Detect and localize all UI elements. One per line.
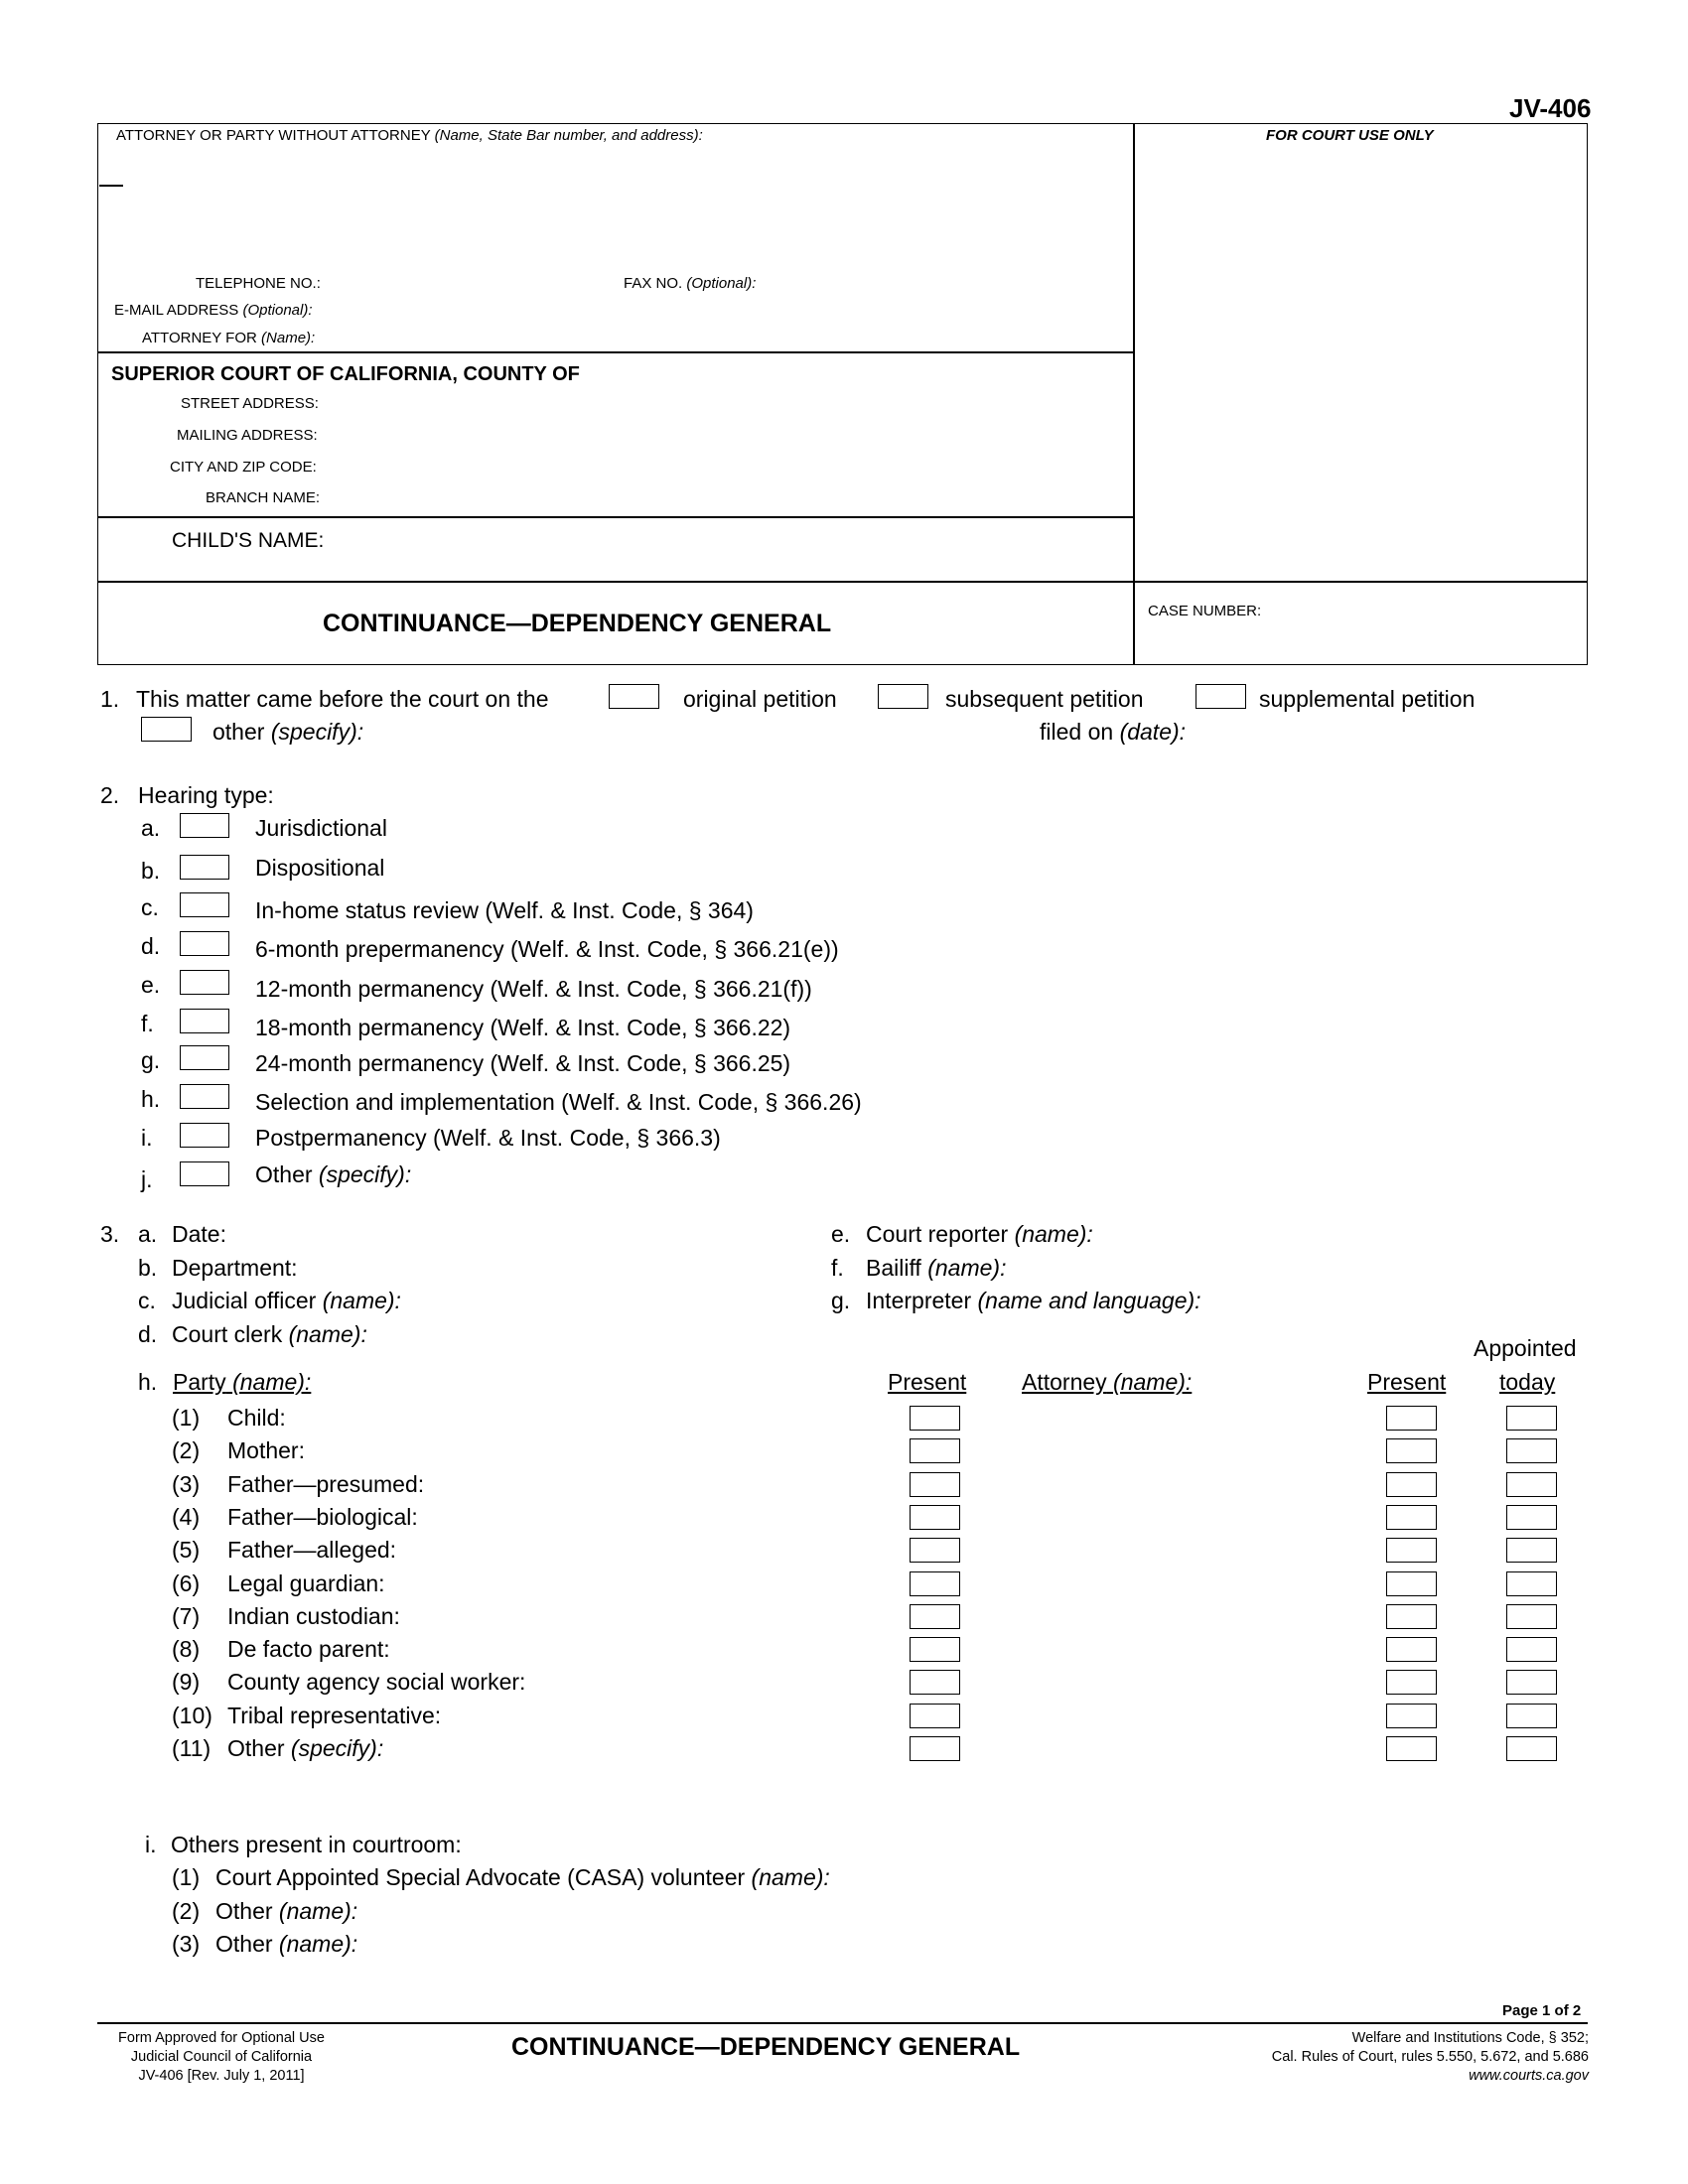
interpreter-label: Interpreter (name and language): xyxy=(866,1288,1201,1313)
branch-name-label: BRANCH NAME: xyxy=(206,489,321,506)
footer-left-line3: JV-406 [Rev. July 1, 2011] xyxy=(138,2068,305,2084)
attorney-for-label: ATTORNEY FOR (Name): xyxy=(142,330,316,346)
party-present-checkbox[interactable] xyxy=(910,1538,960,1563)
appointed-header-bottom: today xyxy=(1499,1369,1556,1395)
filed-on-label: filed on (date): xyxy=(1040,719,1187,745)
appointed-today-checkbox[interactable] xyxy=(1506,1472,1557,1497)
others-title: Others present in courtroom: xyxy=(171,1832,462,1857)
street-address-label: STREET ADDRESS: xyxy=(181,395,319,412)
original-petition-checkbox[interactable] xyxy=(609,684,659,709)
caption-box xyxy=(97,123,1588,665)
party-present-checkbox[interactable] xyxy=(910,1438,960,1463)
case-number-label: CASE NUMBER: xyxy=(1148,603,1262,619)
interpreter-letter: g. xyxy=(831,1288,851,1313)
date-field-label: Date: xyxy=(172,1221,226,1247)
appointed-today-checkbox[interactable] xyxy=(1506,1505,1557,1530)
child-name-label: CHILD'S NAME: xyxy=(172,529,325,552)
hearing-option-letter: j. xyxy=(141,1166,153,1192)
hearing-option-label: 6-month prepermanency (Welf. & Inst. Code, § 366.21(e)) xyxy=(255,936,839,962)
appointed-header-top: Appointed xyxy=(1474,1335,1577,1361)
attorney-present-checkbox[interactable] xyxy=(1386,1505,1437,1530)
attorney-present-checkbox[interactable] xyxy=(1386,1472,1437,1497)
other-petition-checkbox[interactable] xyxy=(141,717,192,742)
party-present-checkbox[interactable] xyxy=(910,1704,960,1728)
party-present-checkbox[interactable] xyxy=(910,1670,960,1695)
appointed-today-checkbox[interactable] xyxy=(1506,1438,1557,1463)
appointed-today-checkbox[interactable] xyxy=(1506,1406,1557,1431)
hearing-option-checkbox[interactable] xyxy=(180,892,229,917)
party-header: Party (name): xyxy=(173,1369,312,1395)
appointed-today-checkbox[interactable] xyxy=(1506,1604,1557,1629)
party-number: (11) xyxy=(172,1735,211,1761)
department-field-label: Department: xyxy=(172,1255,298,1281)
party-letter: h. xyxy=(138,1369,158,1395)
hearing-option-checkbox[interactable] xyxy=(180,855,229,880)
footer-right-line3: www.courts.ca.gov xyxy=(1469,2068,1589,2084)
footer-left-line2: Judicial Council of California xyxy=(130,2049,313,2065)
attorney-present-checkbox[interactable] xyxy=(1386,1571,1437,1596)
judicial-officer-letter: c. xyxy=(138,1288,156,1313)
appointed-today-checkbox[interactable] xyxy=(1506,1637,1557,1662)
court-title: SUPERIOR COURT OF CALIFORNIA, COUNTY OF xyxy=(111,363,580,385)
attorney-present-checkbox[interactable] xyxy=(1386,1406,1437,1431)
attorney-present-checkbox[interactable] xyxy=(1386,1637,1437,1662)
others-num: (1) xyxy=(172,1864,201,1890)
appointed-today-checkbox[interactable] xyxy=(1506,1704,1557,1728)
form-title: CONTINUANCE—DEPENDENCY GENERAL xyxy=(323,610,832,637)
others-label: Other (name): xyxy=(215,1898,358,1924)
hearing-option-label: Jurisdictional xyxy=(255,815,387,841)
attorney-present-checkbox[interactable] xyxy=(1386,1538,1437,1563)
appointed-today-checkbox[interactable] xyxy=(1506,1736,1557,1761)
item3-number: 3. xyxy=(100,1221,120,1247)
appointed-today-checkbox[interactable] xyxy=(1506,1670,1557,1695)
party-label: Mother: xyxy=(227,1437,305,1463)
attorney-present-checkbox[interactable] xyxy=(1386,1670,1437,1695)
footer-left xyxy=(97,2029,346,2086)
party-number: (7) xyxy=(172,1603,201,1629)
item2-number: 2. xyxy=(100,782,120,808)
appointed-today-checkbox[interactable] xyxy=(1506,1538,1557,1563)
attorney-present-header: Present xyxy=(1367,1369,1447,1395)
court-reporter-letter: e. xyxy=(831,1221,851,1247)
footer-right xyxy=(1172,2029,1589,2086)
hearing-option-label: 18-month permanency (Welf. & Inst. Code, § 366.22) xyxy=(255,1015,791,1040)
footer-title: CONTINUANCE—DEPENDENCY GENERAL xyxy=(511,2033,1021,2061)
other-petition-label: other (specify): xyxy=(212,719,364,745)
attorney-present-checkbox[interactable] xyxy=(1386,1438,1437,1463)
attorney-present-checkbox[interactable] xyxy=(1386,1604,1437,1629)
party-present-checkbox[interactable] xyxy=(910,1736,960,1761)
email-label: E-MAIL ADDRESS (Optional): xyxy=(114,302,313,319)
party-number: (5) xyxy=(172,1537,201,1563)
hearing-option-letter: i. xyxy=(141,1125,153,1151)
hearing-option-letter: f. xyxy=(141,1011,154,1036)
hearing-option-letter: h. xyxy=(141,1086,161,1112)
telephone-label: TELEPHONE NO.: xyxy=(196,275,321,292)
mailing-address-label: MAILING ADDRESS: xyxy=(177,427,318,444)
party-label: Father—alleged: xyxy=(227,1537,397,1563)
hearing-option-label: Dispositional xyxy=(255,855,385,881)
hearing-option-checkbox[interactable] xyxy=(180,970,229,995)
item1-number: 1. xyxy=(100,686,120,712)
party-present-checkbox[interactable] xyxy=(910,1406,960,1431)
party-label: Tribal representative: xyxy=(227,1703,442,1728)
hearing-option-checkbox[interactable] xyxy=(180,813,229,838)
hearing-option-label: Other (specify): xyxy=(255,1161,412,1187)
attorney-present-checkbox[interactable] xyxy=(1386,1736,1437,1761)
hearing-option-letter: a. xyxy=(141,815,161,841)
hearing-option-letter: c. xyxy=(141,894,159,920)
footer-right-line2: Cal. Rules of Court, rules 5.550, 5.672, and 5.686 xyxy=(1271,2049,1589,2065)
hearing-option-checkbox[interactable] xyxy=(180,1084,229,1109)
city-zip-label: CITY AND ZIP CODE: xyxy=(170,459,317,476)
fax-label: FAX NO. (Optional): xyxy=(624,275,757,292)
supplemental-petition-label: supplemental petition xyxy=(1259,686,1476,712)
subsequent-petition-checkbox[interactable] xyxy=(878,684,928,709)
party-number: (10) xyxy=(172,1703,212,1728)
hearing-option-label: Selection and implementation (Welf. & Inst. Code, § 366.26) xyxy=(255,1089,862,1115)
party-label: Other (specify): xyxy=(227,1735,384,1761)
hearing-option-label: 24-month permanency (Welf. & Inst. Code, § 366.25) xyxy=(255,1050,791,1076)
others-letter: i. xyxy=(145,1832,157,1857)
party-label: Father—presumed: xyxy=(227,1471,425,1497)
party-number: (4) xyxy=(172,1504,201,1530)
present-header: Present xyxy=(888,1369,967,1395)
footer-rule xyxy=(97,2022,1588,2024)
court-use-label: FOR COURT USE ONLY xyxy=(1266,127,1434,144)
hearing-option-label: 12-month permanency (Welf. & Inst. Code, § 366.21(f)) xyxy=(255,976,812,1002)
party-present-checkbox[interactable] xyxy=(910,1604,960,1629)
bailiff-label: Bailiff (name): xyxy=(866,1255,1007,1281)
party-number: (8) xyxy=(172,1636,201,1662)
others-label: Other (name): xyxy=(215,1931,358,1957)
page-number: Page 1 of 2 xyxy=(1502,2002,1582,2019)
attorney-present-checkbox[interactable] xyxy=(1386,1704,1437,1728)
party-label: Legal guardian: xyxy=(227,1570,385,1596)
party-present-checkbox[interactable] xyxy=(910,1505,960,1530)
party-number: (3) xyxy=(172,1471,201,1497)
party-present-checkbox[interactable] xyxy=(910,1571,960,1596)
hearing-option-letter: g. xyxy=(141,1047,161,1073)
party-label: County agency social worker: xyxy=(227,1669,526,1695)
party-present-checkbox[interactable] xyxy=(910,1472,960,1497)
party-label: De facto parent: xyxy=(227,1636,390,1662)
court-reporter-label: Court reporter (name): xyxy=(866,1221,1093,1247)
hearing-option-checkbox[interactable] xyxy=(180,1123,229,1148)
hearing-option-checkbox[interactable] xyxy=(180,1161,229,1186)
hearing-option-letter: b. xyxy=(141,858,161,884)
department-field-letter: b. xyxy=(138,1255,158,1281)
party-label: Child: xyxy=(227,1405,286,1431)
hearing-option-checkbox[interactable] xyxy=(180,1009,229,1033)
item1-text: This matter came before the court on the xyxy=(136,686,549,712)
bailiff-letter: f. xyxy=(831,1255,844,1281)
judicial-officer-label: Judicial officer (name): xyxy=(172,1288,401,1313)
form-number: JV-406 xyxy=(1509,93,1592,123)
others-num: (3) xyxy=(172,1931,201,1957)
hearing-option-label: In-home status review (Welf. & Inst. Code, § 364) xyxy=(255,897,754,923)
court-clerk-label: Court clerk (name): xyxy=(172,1321,367,1347)
others-num: (2) xyxy=(172,1898,201,1924)
subsequent-petition-label: subsequent petition xyxy=(945,686,1144,712)
party-label: Father—biological: xyxy=(227,1504,418,1530)
hearing-option-label: Postpermanency (Welf. & Inst. Code, § 366.3) xyxy=(255,1125,721,1151)
party-number: (1) xyxy=(172,1405,201,1431)
date-field-letter: a. xyxy=(138,1221,158,1247)
others-label: Court Appointed Special Advocate (CASA) volunteer (name): xyxy=(215,1864,830,1890)
appointed-today-checkbox[interactable] xyxy=(1506,1571,1557,1596)
party-number: (6) xyxy=(172,1570,201,1596)
hearing-option-checkbox[interactable] xyxy=(180,1045,229,1070)
hearing-option-letter: d. xyxy=(141,933,161,959)
hearing-option-checkbox[interactable] xyxy=(180,931,229,956)
party-number: (2) xyxy=(172,1437,201,1463)
item2-title: Hearing type: xyxy=(138,782,274,808)
original-petition-label: original petition xyxy=(683,686,837,712)
court-clerk-letter: d. xyxy=(138,1321,158,1347)
party-present-checkbox[interactable] xyxy=(910,1637,960,1662)
hearing-option-letter: e. xyxy=(141,972,161,998)
attorney-header: Attorney (name): xyxy=(1022,1369,1193,1395)
supplemental-petition-checkbox[interactable] xyxy=(1196,684,1246,709)
party-label: Indian custodian: xyxy=(227,1603,400,1629)
footer-right-line1: Welfare and Institutions Code, § 352; xyxy=(1351,2030,1589,2046)
attorney-label: ATTORNEY OR PARTY WITHOUT ATTORNEY (Name, State Bar number, and address): xyxy=(116,127,703,144)
party-number: (9) xyxy=(172,1669,201,1695)
footer-left-line1: Form Approved for Optional Use xyxy=(118,2030,325,2046)
